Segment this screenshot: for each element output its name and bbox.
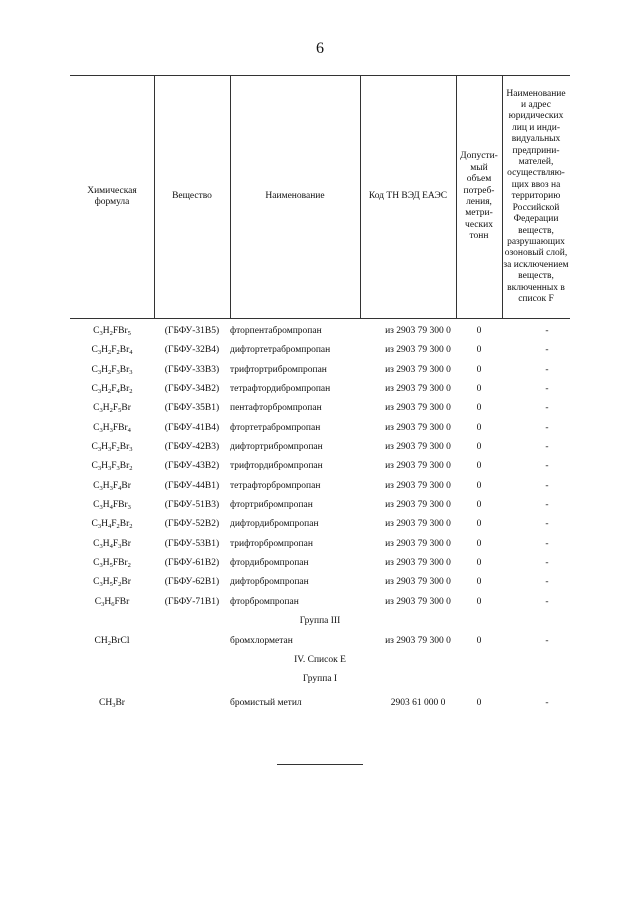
code-cell: из 2903 79 300 0 (385, 384, 451, 395)
volume-cell: 0 (476, 500, 482, 511)
name-cell: дифтортрибромпропан (230, 442, 323, 453)
importer-cell: - (545, 596, 549, 607)
code-cell: из 2903 79 300 0 (385, 635, 451, 646)
code-cell: из 2903 79 300 0 (385, 442, 451, 453)
table-body (70, 322, 570, 713)
substance-cell: (ГБФУ-42В3) (164, 442, 220, 453)
name-cell: фтортрибромпропан (230, 500, 313, 511)
page-number: 6 (316, 40, 324, 57)
importer-cell: - (545, 577, 549, 588)
volume-cell: 0 (476, 558, 482, 569)
name-cell: дифтордибромпропан (230, 519, 319, 530)
code-cell: из 2903 79 300 0 (385, 480, 451, 491)
group-heading-i: Группа I (302, 674, 338, 685)
list-heading-e: IV. Список E (294, 654, 346, 665)
table-row (70, 554, 570, 573)
volume-cell: 0 (476, 577, 482, 588)
name-cell: бромистый метил (230, 697, 302, 708)
substance-cell: (ГБФУ-32В4) (164, 345, 220, 356)
table-row (70, 341, 570, 360)
volume-cell: 0 (476, 422, 482, 433)
table-row (70, 535, 570, 554)
table-row (70, 496, 570, 515)
formula-cell: $C_3H_3F_2Br_3$ (91, 442, 133, 454)
code-cell: из 2903 79 300 0 (385, 364, 451, 375)
header-name: Наименование (265, 191, 325, 202)
name-cell: фторбромпропан (230, 596, 299, 607)
name-cell: дифтортетрабромпропан (230, 345, 331, 356)
table-row (70, 457, 570, 476)
volume-cell: 0 (476, 326, 482, 336)
formula-cell: $C_3H_2F_5Br$ (93, 403, 131, 415)
importer-cell: - (545, 384, 549, 395)
formula-cell: $C_3H_6FBr$ (94, 596, 130, 608)
code-cell: из 2903 79 300 0 (385, 500, 451, 511)
volume-cell: 0 (476, 635, 482, 646)
table-row (70, 477, 570, 496)
formula-cell: $C_3H_3F_4Br$ (93, 480, 131, 492)
table-row (70, 515, 570, 534)
substance-cell: (ГБФУ-51В3) (164, 500, 220, 511)
code-cell: из 2903 79 300 0 (385, 345, 451, 356)
name-cell: бромхлорметан (230, 635, 293, 646)
footnote-divider (277, 764, 363, 765)
code-cell: из 2903 79 300 0 (385, 519, 451, 530)
name-cell: трифторбромпропан (230, 538, 313, 549)
code-cell: из 2903 79 300 0 (385, 558, 451, 569)
formula-cell: $C_3H_5FBr_2$ (93, 558, 131, 570)
importer-cell: - (545, 538, 549, 549)
volume-cell: 0 (476, 697, 482, 708)
header-code: Код ТН ВЭД ЕАЭС (368, 191, 448, 202)
name-cell: фтордибромпропан (230, 558, 309, 569)
volume-cell: 0 (476, 538, 482, 549)
table-row (70, 399, 570, 418)
substance-cell: (ГБФУ-43В2) (164, 461, 220, 472)
volume-cell: 0 (476, 461, 482, 472)
volume-cell: 0 (476, 480, 482, 491)
name-cell: пентафторбромпропан (230, 403, 322, 414)
table-row (70, 593, 570, 612)
volume-cell: 0 (476, 596, 482, 607)
formula-cell: $C_3H_3F_3Br_2$ (91, 461, 133, 473)
substance-cell: (ГБФУ-34В2) (164, 384, 220, 395)
formula-cell: $C_3H_2F_3Br_3$ (91, 364, 133, 376)
formula-cell: $CH_3Br$ (99, 697, 125, 709)
volume-cell: 0 (476, 345, 482, 356)
substance-cell: (ГБФУ-35В1) (164, 403, 220, 414)
table-row (70, 361, 570, 380)
header-importers: Наименование и адрес юридических лиц и инди-видуальных предприни-мателей, осуществляю-щих ввоз на территорию Российской Федерации веществ, разрушающих озоновый слой, за исключением веществ, включенных в список F (503, 88, 569, 304)
name-cell: тетрафторбромпропан (230, 480, 321, 491)
volume-cell: 0 (476, 364, 482, 375)
code-cell: 2903 61 000 0 (390, 697, 446, 708)
formula-cell: $C_3H_4FBr_3$ (93, 500, 131, 512)
formula-cell: $C_3H_2F_4Br_2$ (91, 384, 133, 396)
substance-cell: (ГБФУ-62В1) (164, 577, 220, 588)
table-row (70, 322, 570, 341)
code-cell: из 2903 79 300 0 (385, 326, 451, 336)
header-substance: Вещество (172, 191, 212, 202)
formula-cell: $C_3H_2FBr_5$ (93, 326, 131, 337)
header-formula: Химическая формула (87, 185, 137, 207)
table-row (70, 438, 570, 457)
table-row (70, 632, 570, 651)
name-cell: трифтортрибромпропан (230, 364, 327, 375)
code-cell: из 2903 79 300 0 (385, 596, 451, 607)
importer-cell: - (545, 461, 549, 472)
importer-cell: - (545, 345, 549, 356)
formula-cell: $C_3H_4F_2Br_2$ (91, 519, 133, 531)
substance-cell: (ГБФУ-33В3) (164, 364, 220, 375)
code-cell: из 2903 79 300 0 (385, 422, 451, 433)
importer-cell: - (545, 364, 549, 375)
header-volume: Допусти-мый объем потреб-ления, метри-ческих тонн (460, 151, 498, 242)
importer-cell: - (545, 422, 549, 433)
importer-cell: - (545, 500, 549, 511)
volume-cell: 0 (476, 403, 482, 414)
importer-cell: - (545, 558, 549, 569)
substance-cell: (ГБФУ-52В2) (164, 519, 220, 530)
importer-cell: - (545, 442, 549, 453)
table-row (70, 380, 570, 399)
name-cell: дифторбромпропан (230, 577, 309, 588)
formula-cell: $CH_2BrCl$ (94, 635, 130, 647)
name-cell: тетрафтордибромпропан (230, 384, 331, 395)
name-cell: трифтордибромпропан (230, 461, 323, 472)
importer-cell: - (545, 403, 549, 414)
formula-cell: $C_3H_5F_2Br$ (93, 577, 131, 589)
volume-cell: 0 (476, 442, 482, 453)
importer-cell: - (545, 326, 549, 336)
importer-cell: - (545, 519, 549, 530)
substance-cell: (ГБФУ-71В1) (164, 596, 220, 607)
substance-cell: (ГБФУ-31В5) (164, 326, 220, 336)
table-row (70, 573, 570, 592)
substance-cell: (ГБФУ-53В1) (164, 538, 220, 549)
formula-cell: $C_3H_2F_2Br_4$ (91, 345, 133, 357)
substance-cell: (ГБФУ-44В1) (164, 480, 220, 491)
table-header (70, 75, 570, 319)
formula-cell: $C_3H_3FBr_4$ (93, 422, 131, 434)
formula-cell: $C_3H_4F_3Br$ (93, 538, 131, 550)
importer-cell: - (545, 480, 549, 491)
volume-cell: 0 (476, 384, 482, 395)
code-cell: из 2903 79 300 0 (385, 577, 451, 588)
code-cell: из 2903 79 300 0 (385, 403, 451, 414)
importer-cell: - (545, 697, 549, 708)
code-cell: из 2903 79 300 0 (385, 538, 451, 549)
table-row (70, 419, 570, 438)
name-cell: фтортетрабромпропан (230, 422, 321, 433)
table-row (70, 694, 570, 713)
group-heading-iii: Группа III (299, 616, 341, 627)
code-cell: из 2903 79 300 0 (385, 461, 451, 472)
substance-cell: (ГБФУ-41В4) (164, 422, 220, 433)
name-cell: фторпентабромпропан (230, 326, 322, 336)
importer-cell: - (545, 635, 549, 646)
substance-cell: (ГБФУ-61В2) (164, 558, 220, 569)
volume-cell: 0 (476, 519, 482, 530)
